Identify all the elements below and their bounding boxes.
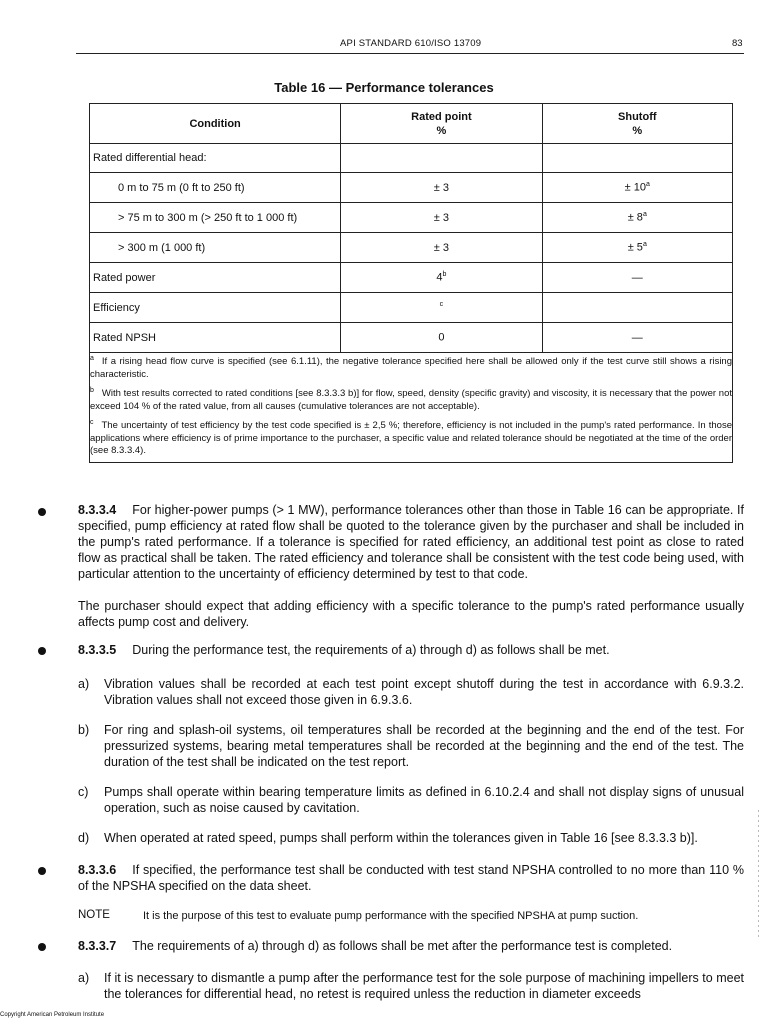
col-header-shutoff: Shutoff % <box>542 104 732 144</box>
condition-cell: 0 m to 75 m (0 ft to 250 ft) <box>90 173 341 203</box>
running-header-title: API STANDARD 610/ISO 13709 <box>340 38 482 49</box>
shutoff-cell: — <box>542 263 732 293</box>
rated-cell: c <box>341 293 542 323</box>
rated-cell: ± 3 <box>341 233 542 263</box>
page-number: 83 <box>732 38 743 49</box>
condition-cell: > 300 m (1 000 ft) <box>90 233 341 263</box>
table-row <box>90 173 733 203</box>
specified-bullet <box>38 943 46 951</box>
table-row <box>90 144 733 173</box>
note-label: NOTE <box>78 909 110 921</box>
table-header-row <box>90 104 733 144</box>
section-8-3-3-7: 8.3.3.7 The requirements of a) through d) as follows shall be met after the performance test is completed. <box>78 939 673 953</box>
specified-bullet <box>38 508 46 516</box>
table-row <box>90 293 733 323</box>
rated-cell: 0 <box>341 323 542 353</box>
shutoff-cell: ± $5^a$ <box>542 233 732 263</box>
note-text: It is the purpose of this test to evaluate pump performance with the specified NPSHA at pump suction. <box>143 910 639 922</box>
section-8-3-3-4-paragraph-2: The purchaser should expect that adding efficiency with a specific tolerance to the pump's rated performance usually affects pump cost and delivery. <box>78 599 744 629</box>
rated-cell: ± 3 <box>341 173 542 203</box>
condition-cell: Efficiency <box>90 293 341 323</box>
table-row <box>90 233 733 263</box>
list-item-d: d) When operated at rated speed, pumps shall perform within the tolerances given in Table 16 [see 8.3.3.3 b)]. <box>78 831 698 845</box>
table-row <box>90 323 733 353</box>
list-item-c: c) Pumps shall operate within bearing temperature limits as defined in 6.10.2.4 and shall not display signs of unusual operation, such as noise caused by cavitation. <box>78 785 744 815</box>
section-label: Rated differential head: <box>90 144 341 173</box>
margin-artifact <box>758 810 759 940</box>
shutoff-cell <box>542 293 732 323</box>
table-footnotes <box>90 353 733 463</box>
shutoff-cell: ± $8^a$ <box>542 203 732 233</box>
list-item-b: b) For ring and splash-oil systems, oil temperatures shall be recorded at the beginning and the end of the test. For pressurized systems, bearing metal temperatures shall be recorded at the beginning and the end of the test. The duration of the test shall be indicated on the test report. <box>78 723 744 769</box>
col-header-condition: Condition <box>90 104 341 144</box>
footnote-b: $^b$ With test results corrected to rated conditions [see 8.3.3.3 b)] for flow, speed, density (specific gravity) and viscosity, it is necessary that the power not exceed 104 % of the rated value, from all causes (cumulative tolerances are not acceptable). <box>90 387 732 412</box>
specified-bullet <box>38 867 46 875</box>
table-caption: Table 16 — Performance tolerances <box>274 80 494 95</box>
table-row <box>90 203 733 233</box>
table-row <box>90 263 733 293</box>
condition-cell: > 75 m to 300 m (> 250 ft to 1 000 ft) <box>90 203 341 233</box>
performance-tolerances-table <box>89 103 733 463</box>
section-8-3-3-6: 8.3.3.6 If specified, the performance test shall be conducted with test stand NPSHA controlled to no more than 110 % of the NPSHA specified on the data sheet. <box>78 863 744 893</box>
section-8-3-3-4: 8.3.3.4 For higher-power pumps (> 1 MW), performance tolerances other than those in Table 16 can be appropriate. If specified, pump efficiency at rated flow shall be quoted to the tolerance given by the purchaser and shall be included in the pump's rated performance. If a tolerance is specified for rated efficiency, an additional test point as close to rated flow as practical shall be taken. The rated efficiency and tolerance shall be consistent with the test code being used, with particular attention to the uncertainty of efficiency determined by test to that code. <box>78 503 744 581</box>
list-item-a: a) Vibration values shall be recorded at each test point except shutoff during the test in accordance with 6.9.3.2. Vibration values shall not exceed those given in 6.9.3.6. <box>78 677 744 707</box>
section-8-3-3-5: 8.3.3.5 During the performance test, the requirements of a) through d) as follows shall be met. <box>78 643 610 657</box>
section-number: 8.3.3.4 <box>78 503 117 517</box>
shutoff-cell: ± $10^a$ <box>542 173 732 203</box>
rated-cell: 4$^b$ <box>341 263 542 293</box>
rated-cell: ± 3 <box>341 203 542 233</box>
specified-bullet <box>38 647 46 655</box>
header-rule <box>76 53 744 54</box>
copyright-footer: Copyright American Petroleum Institute <box>0 1012 105 1018</box>
footnote-c: $^c$ The uncertainty of test efficiency by the test code specified is ± 2,5 %; therefore, efficiency is not included in the pump's rated performance. In those applications where efficiency is of prime importance to the purchaser, a specific value and related tolerance should be negotiated at the time of the order (see 8.3.3.4). <box>90 419 732 457</box>
condition-cell: Rated power <box>90 263 341 293</box>
section-number: 8.3.3.6 <box>78 863 117 877</box>
shutoff-cell: — <box>542 323 732 353</box>
table-footnotes-row <box>90 353 733 463</box>
footnote-a: $^a$ If a rising head flow curve is specified (see 6.1.11), the negative tolerance specified here shall be allowed only if the test curve still shows a rising characteristic. <box>90 355 732 380</box>
list-item-a: a) If it is necessary to dismantle a pump after the performance test for the sole purpose of machining impellers to meet the tolerances for differential head, no retest is required unless the reduction in diameter exceeds <box>78 971 744 1001</box>
col-header-rated-point: Rated point % <box>341 104 542 144</box>
condition-cell: Rated NPSH <box>90 323 341 353</box>
section-number: 8.3.3.7 <box>78 939 117 953</box>
section-number: 8.3.3.5 <box>78 643 117 657</box>
